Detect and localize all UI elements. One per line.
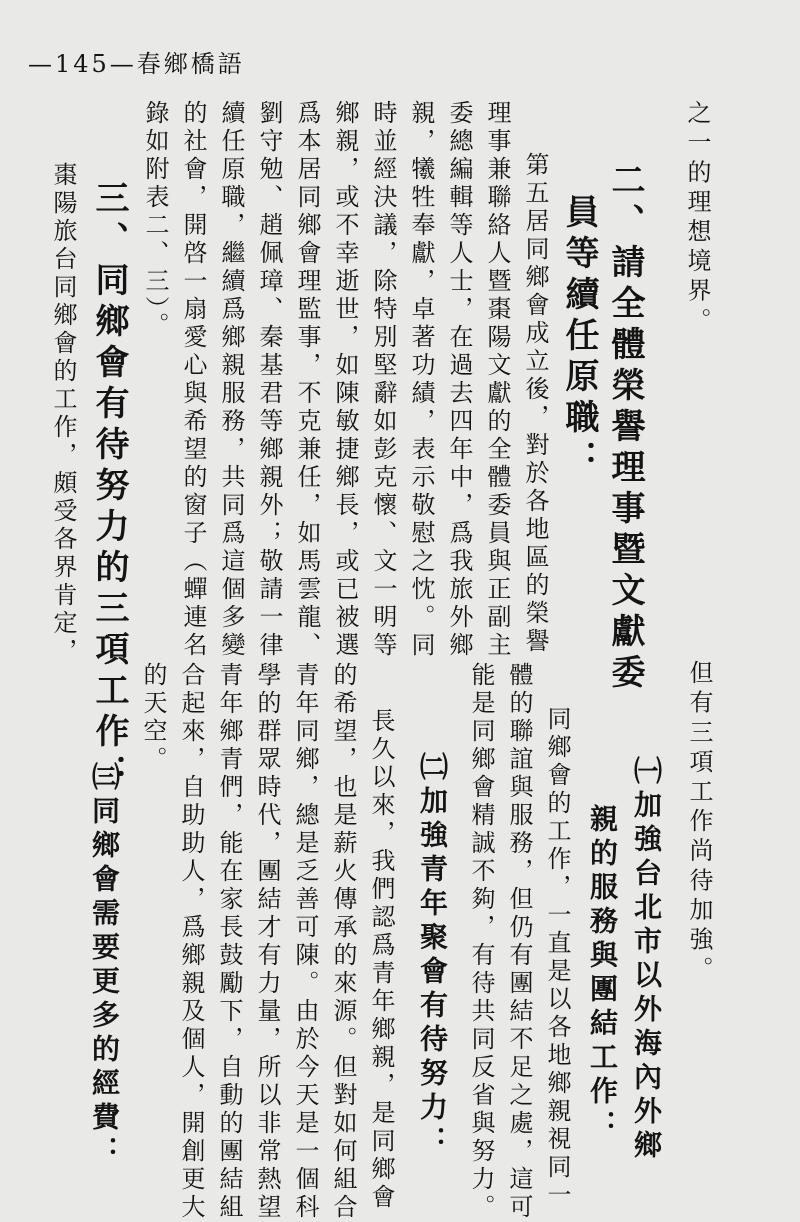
continuation-column: 但有三項工作尚待加強。 — [685, 660, 713, 986]
lower-section — [0, 652, 800, 1222]
body-line: 長久以來，我們認爲青年鄉親，是同鄉會 — [367, 708, 395, 1212]
body-line: 棗陽旅台同鄉會的工作，頗受各界肯定， — [49, 162, 77, 666]
body-line: 青年同鄉，總是乏善可陳。由於今天是一個科 — [291, 662, 319, 1222]
body-line: 劉守勉、趙佩璋、秦基君等鄉親外；敬請一律 — [255, 100, 283, 660]
body-line: 錄如附表二、三）。 — [141, 100, 169, 340]
body-line: 時並經決議，除特別堅辭如彭克懷、文一明等 — [369, 100, 397, 660]
body-line: 能是同鄉會精誠不夠，有待共同反省與努力。 — [467, 662, 495, 1222]
continuation-text: 一的理想境界。 — [683, 129, 711, 337]
body-line: 體的聯誼與服務，但仍有團結不足之處，這可 — [505, 662, 533, 1222]
body-line: 學的群眾時代，團結才有力量，所以非常熱望 — [253, 662, 281, 1222]
body-line: 合起來，自助助人，爲鄉親及個人，開創更大 — [177, 662, 205, 1222]
body-line: 爲本居同鄉會理監事，不克兼任，如馬雲龍、 — [293, 100, 321, 660]
body-line: 的社會，開啓一扇愛心與希望的窗子（蟬連名 — [179, 100, 207, 660]
subheading-3: ㈢同鄉會需要更多的經費： — [88, 762, 121, 1170]
section-heading-2-cont: 員等續任原職： — [559, 194, 599, 481]
body-line: 親，犧牲奉獻，卓著功績，表示敬慰之忱。同 — [407, 100, 435, 660]
body-line: 的天空。 — [139, 662, 167, 774]
page-header: —145—春鄉橋語 — [28, 50, 245, 78]
subheading-2: ㈡加強青年聚會有待努力： — [416, 752, 449, 1160]
subheading-1: ㈠加強台北市以外海內外鄉 — [630, 756, 663, 1164]
body-line: 鄉親，或不幸逝世，如陳敏捷鄉長，或已被選 — [331, 100, 359, 660]
section-heading-3: 三、同鄉會有待努力的三項工作： — [89, 180, 129, 795]
body-line: 委總編輯等人士，在過去四年中，爲我旅外鄉 — [445, 100, 473, 660]
section-heading-2: 二、請全體榮譽理事暨文獻委 — [605, 162, 645, 695]
body-line: 理事兼聯絡人暨棗陽文獻的全體委員與正副主 — [483, 100, 511, 660]
body-line: 青年鄉青們，能在家長鼓勵下，自動的團結組 — [215, 662, 243, 1222]
body-line: 第五居同鄉會成立後，對於各地區的榮譽 — [521, 152, 549, 656]
body-line: 續任原職，繼續爲鄉親服務，共同爲這個多變 — [217, 100, 245, 660]
subheading-1-cont: 親的服務與團結工作： — [586, 804, 619, 1144]
continuation-prefix: 之 — [683, 100, 711, 130]
continuation-column — [678, 100, 716, 337]
body-line: 的希望，也是薪火傳承的來源。但對如何組合 — [329, 662, 357, 1222]
body-line: 同鄉會的工作，一直是以各地鄉親視同一 — [543, 706, 571, 1210]
